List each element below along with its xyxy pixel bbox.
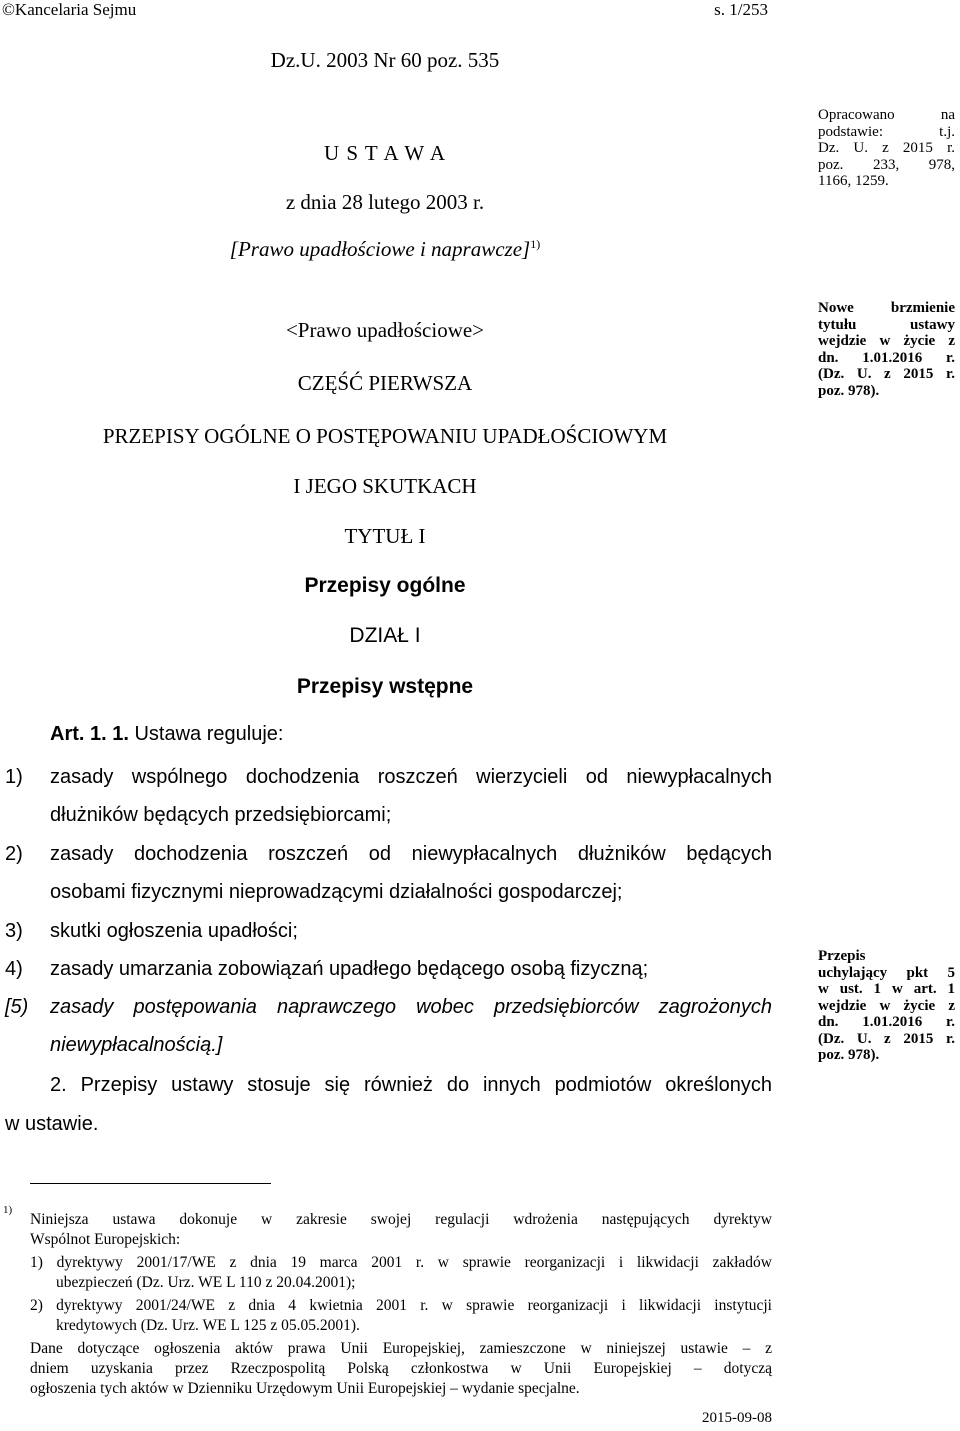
side-note-line: (Dz. U. z 2015 r. — [818, 1030, 955, 1047]
footnote-line: dniem uzyskania przez Rzeczpospolitą Polską członkostwa w Unii Europejskiej – dotyczą — [30, 1360, 772, 1377]
list-item-text: zasady wspólnego dochodzenia roszczeń wierzycieli od niewypłacalnych — [50, 766, 772, 788]
article-intro: Ustawa reguluje: — [134, 723, 284, 745]
footnote-line: 1) dyrektywy 2001/17/WE z dnia 19 marca 2001 r. w sprawie reorganizacji i likwidacji zakładów — [30, 1254, 772, 1271]
header-copyright: ©Kancelaria Sejmu — [2, 0, 137, 19]
side-note-line: Dz. U. z 2015 r. — [818, 140, 955, 156]
journal-reference: Dz.U. 2003 Nr 60 poz. 535 — [270, 48, 500, 72]
list-item-number: 3) — [5, 920, 23, 942]
act-title-new: <Prawo upadłościowe> — [285, 318, 485, 342]
side-note-line: uchylający pkt 5 — [818, 964, 955, 981]
footnote-line: Wspólnot Europejskich: — [30, 1231, 181, 1248]
side-note-line: dn. 1.01.2016 r. — [818, 1014, 955, 1030]
side-note-repeal — [818, 948, 955, 1064]
list-item-number: [5) — [5, 996, 29, 1018]
side-note-source — [818, 107, 955, 190]
title-heading: Przepisy ogólne — [304, 574, 466, 597]
part-heading-line1: PRZEPISY OGÓLNE O POSTĘPOWANIU UPADŁOŚCIOWYM — [102, 424, 668, 448]
paragraph-2: 2. Przepisy ustawy stosuje się również do innych podmiotów określonych — [50, 1074, 772, 1096]
footnote-mark: 1) — [3, 1204, 13, 1216]
side-note-line: poz. 978). — [818, 382, 880, 399]
list-item-text: zasady dochodzenia roszczeń od niewypłacalnych dłużników będących — [50, 843, 772, 865]
side-note-line: dn. 1.01.2016 r. — [818, 349, 955, 366]
division-label: DZIAŁ I — [349, 624, 421, 647]
side-note-line: Opracowano na — [818, 107, 955, 123]
list-item-text: zasady umarzania zobowiązań upadłego będącego osobą fizyczną; — [50, 958, 649, 980]
list-item-number: 2) — [5, 843, 23, 865]
paragraph-2-continued: w ustawie. — [5, 1113, 99, 1135]
side-note-title-change — [818, 300, 955, 399]
footnote-reference: 1) — [530, 237, 541, 251]
side-note-line: (Dz. U. z 2015 r. — [818, 366, 955, 382]
publication-date: 2015-09-08 — [702, 1410, 772, 1426]
list-item-text: zasady postępowania naprawczego wobec przedsiębiorców zagrożonych — [50, 996, 772, 1018]
article-heading — [50, 723, 283, 746]
page-number: s. 1/253 — [714, 0, 768, 19]
side-note-line: Przepis — [818, 948, 866, 964]
side-note-line: podstawie: t.j. — [818, 123, 955, 140]
footnote-line: Dane dotyczące ogłoszenia aktów prawa Unii Europejskiej, zamieszczone w niniejszej ustawie – z — [30, 1340, 772, 1357]
side-note-line: tytułu ustawy — [818, 316, 955, 333]
article-label: Art. 1. 1. — [50, 723, 129, 745]
footnote-line: 2) dyrektywy 2001/24/WE z dnia 4 kwietnia 2001 r. w sprawie reorganizacji i likwidacji instytucji — [30, 1297, 772, 1314]
side-note-line: wejdzie w życie z — [818, 333, 955, 349]
footnote-line: kredytowych (Dz. Urz. WE L 125 z 05.05.2001). — [56, 1317, 360, 1334]
part-label: CZĘŚĆ PIERWSZA — [297, 371, 473, 395]
side-note-line: poz. 233, 978, — [818, 156, 955, 173]
list-item-text: dłużników będących przedsiębiorcami; — [50, 804, 392, 826]
list-item-number: 1) — [5, 766, 23, 788]
part-heading-line2: I JEGO SKUTKACH — [293, 474, 477, 498]
list-item-text: niewypłacalnością.] — [50, 1034, 223, 1056]
side-note-line: wejdzie w życie z — [818, 997, 955, 1014]
act-title-old — [0, 237, 770, 262]
footnote-line: ubezpieczeń (Dz. Urz. WE L 110 z 20.04.2001); — [56, 1274, 356, 1291]
act-title-old-text: [Prawo upadłościowe i naprawcze] — [229, 237, 531, 261]
list-item-text: skutki ogłoszenia upadłości; — [50, 920, 298, 942]
side-note-line: Nowe brzmienie — [818, 300, 955, 316]
title-label: TYTUŁ I — [344, 524, 426, 548]
act-type: U S T A W A — [323, 141, 447, 165]
side-note-line: 1166, 1259. — [818, 173, 889, 189]
act-date: z dnia 28 lutego 2003 r. — [285, 190, 485, 214]
footnote-line: Niniejsza ustawa dokonuje w zakresie swojej regulacji wdrożenia następujących dyrektyw — [30, 1211, 772, 1228]
footnote-separator — [30, 1183, 271, 1184]
side-note-line: poz. 978). — [818, 1047, 880, 1063]
footnote-line: ogłoszenia tych aktów w Dzienniku Urzędowym Unii Europejskiej – wydanie specjalne. — [30, 1380, 580, 1397]
side-note-line: w ust. 1 w art. 1 — [818, 981, 955, 997]
list-item-text: osobami fizycznymi nieprowadzącymi działalności gospodarczej; — [50, 881, 623, 903]
division-heading: Przepisy wstępne — [296, 675, 474, 698]
list-item-number: 4) — [5, 958, 23, 980]
